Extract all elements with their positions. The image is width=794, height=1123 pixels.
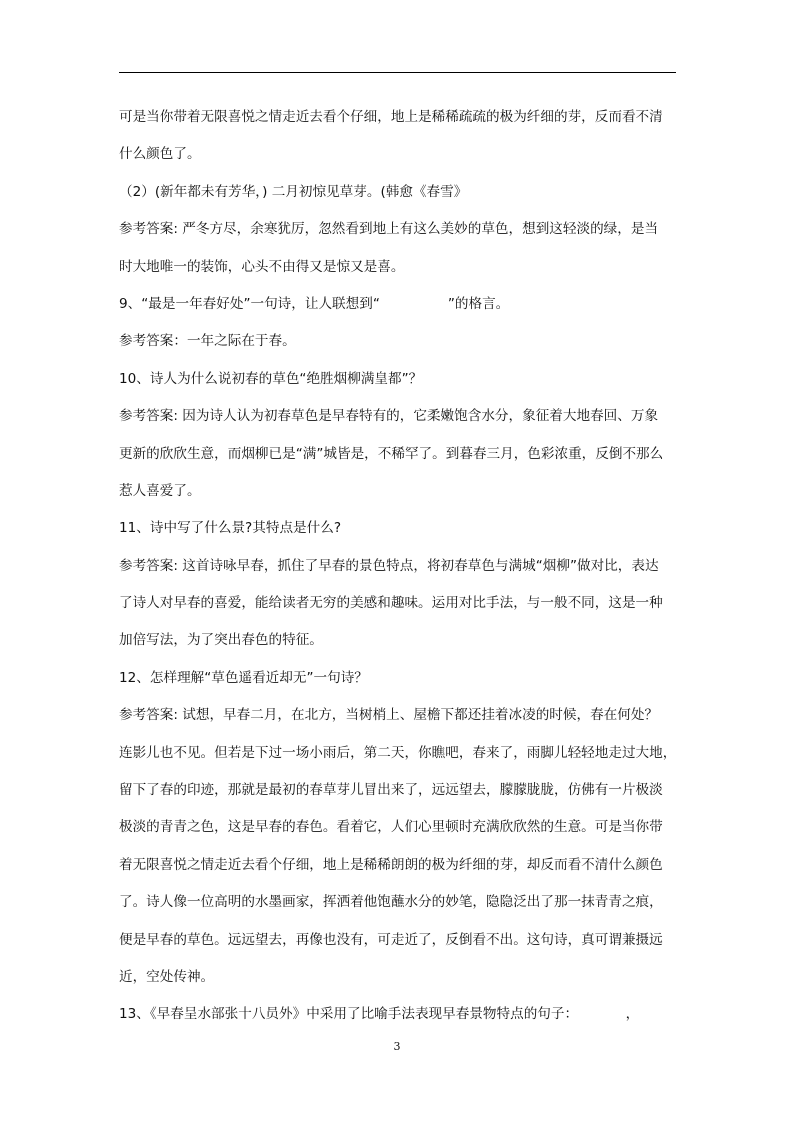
question-13: 13、《早春呈水部张十八员外》中采用了比喻手法表现早春景物特点的句子： ，: [119, 1006, 640, 1023]
text-line: 极淡的青青之色，这是早春的春色。看着它，人们心里顿时充满欣欣然的生意。可是当你带: [119, 819, 663, 836]
document-body: [119, 99, 689, 1034]
question-9: 9、“最是一年春好处”一句诗，让人联想到“ ”的格言。: [119, 295, 510, 312]
text-line: 更新的欣欣生意，而烟柳已是“满”城皆是，不稀罕了。到暮春三月，色彩浓重，反倒不那么: [119, 445, 664, 462]
header-rule: [119, 72, 676, 73]
text-line: 近，空处传神。: [119, 968, 215, 985]
text-line: 连影儿也不见。但若是下过一场小雨后，第二天，你瞧吧，春来了，雨脚儿轻轻地走过大地，: [119, 744, 677, 761]
page-number: 3: [393, 1040, 401, 1053]
text-line: 便是早春的草色。远远望去，再像也没有，可走近了，反倒看不出。这句诗，真可谓兼摄远: [119, 931, 663, 948]
text-line: 留下了春的印迹，那就是最初的春草芽儿冒出来了，远远望去，朦朦胧胧，仿佛有一片极淡: [119, 782, 663, 799]
text-line: 可是当你带着无限喜悦之情走近去看个仔细，地上是稀稀疏疏的极为纤细的芽，反而看不清: [119, 109, 663, 125]
text-line: 什么颜色了。: [119, 146, 201, 163]
text-line: 加倍写法，为了突出春色的特征。: [119, 632, 323, 649]
text-line: （2）(新年都未有芳华，) 二月初惊见草芽。(韩愈《春雪》: [119, 183, 468, 200]
text-line: 时大地唯一的装饰，心头不由得又是惊又是喜。: [119, 258, 405, 275]
answer-line: 参考答案: 试想，早春二月，在北方，当树梢上、屋檐下都还挂着冰凌的时候，春在何处？: [119, 707, 659, 724]
text-line: 着无限喜悦之情走近去看个仔细，地上是稀稀朗朗的极为纤细的芽，却反而看不清什么颜色: [119, 856, 663, 873]
answer-line: 参考答案：一年之际在于春。: [119, 333, 296, 350]
answer-line: 参考答案: 这首诗咏早春，抓住了早春的景色特点，将初春草色与满城“烟柳”做对比，表达: [119, 557, 659, 574]
text-line: 了诗人对早春的喜爱，能给读者无穷的美感和趣味。运用对比手法，与一般不同，这是一种: [119, 595, 663, 612]
text-line: 惹人喜爱了。: [119, 482, 201, 499]
question-12: 12、怎样理解“草色遥看近却无”一句诗？: [119, 669, 368, 686]
text-line: 了。诗人像一位高明的水墨画家，挥洒着他饱蘸水分的妙笔，隐隐泛出了那一抹青青之痕，: [119, 894, 663, 911]
question-11: 11、诗中写了什么景?其特点是什么?: [119, 520, 342, 537]
answer-line: 参考答案: 严冬方尽，余寒犹厉，忽然看到地上有这么美妙的草色，想到这轻淡的绿，是当: [119, 221, 659, 238]
answer-line: 参考答案: 因为诗人认为初春草色是早春特有的，它柔嫩饱含水分，象征着大地春回、万象: [119, 408, 659, 425]
question-10: 10、诗人为什么说初春的草色“绝胜烟柳满皇都”？: [119, 370, 423, 387]
